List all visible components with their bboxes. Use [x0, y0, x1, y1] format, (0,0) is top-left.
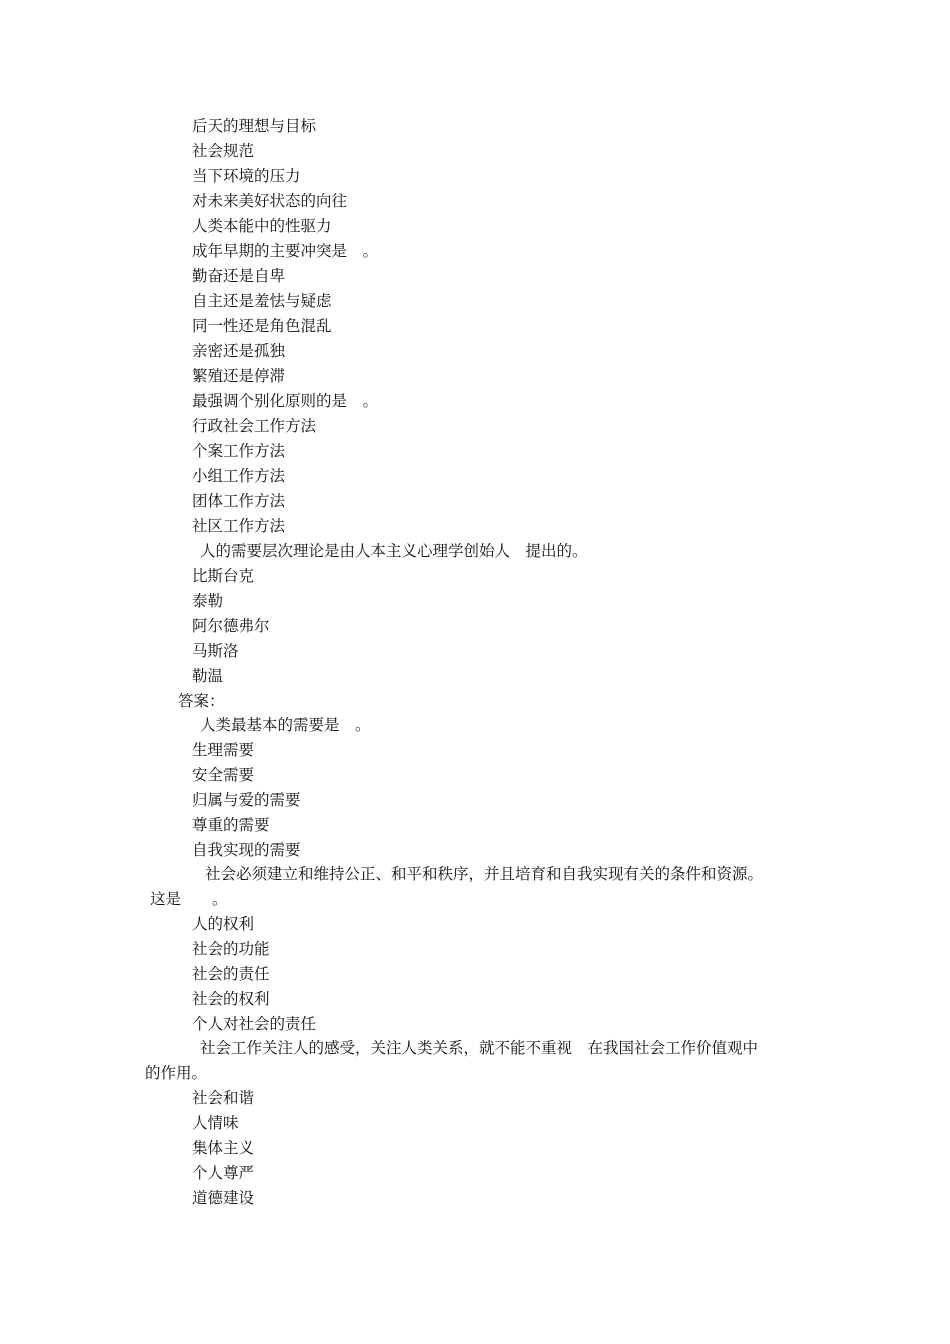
option-line: 社区工作方法 [192, 517, 286, 535]
option-line: 生理需要 [192, 741, 255, 759]
option-line: 社会的功能 [192, 940, 270, 958]
option-line: 个人对社会的责任 [192, 1015, 317, 1033]
option-line: 当下环境的压力 [192, 167, 301, 185]
option-line: 繁殖还是停滞 [192, 367, 286, 385]
option-line: 社会规范 [192, 142, 255, 160]
question-stem: 人类最基本的需要是 。 [200, 716, 371, 734]
option-line: 社会和谐 [192, 1089, 255, 1107]
option-line: 小组工作方法 [192, 467, 286, 485]
option-line: 比斯台克 [192, 567, 255, 585]
option-line: 同一性还是角色混乱 [192, 317, 332, 335]
option-line: 人类本能中的性驱力 [192, 217, 332, 235]
option-line: 泰勒 [192, 592, 224, 610]
option-line: 勤奋还是自卑 [192, 267, 286, 285]
option-line: 马斯洛 [192, 642, 239, 660]
question-stem: 成年早期的主要冲突是 。 [192, 242, 379, 260]
option-line: 亲密还是孤独 [192, 342, 286, 360]
option-line: 自主还是羞怯与疑虑 [192, 292, 332, 310]
option-line: 阿尔德弗尔 [192, 617, 270, 635]
option-line: 后天的理想与目标 [192, 117, 317, 135]
option-line: 尊重的需要 [192, 816, 270, 834]
option-line: 勒温 [192, 667, 224, 685]
option-line: 团体工作方法 [192, 492, 286, 510]
question-stem: 社会必须建立和维持公正、和平和秩序，并且培育和自我实现有关的条件和资源。 [205, 865, 764, 883]
option-line: 人情味 [192, 1114, 239, 1132]
question-stem-continuation: 这是 。 [150, 890, 228, 908]
option-line: 行政社会工作方法 [192, 417, 317, 435]
option-line: 集体主义 [192, 1139, 255, 1157]
option-line: 对未来美好状态的向往 [192, 192, 348, 210]
option-line: 安全需要 [192, 766, 255, 784]
option-line: 道德建设 [192, 1189, 255, 1207]
question-stem: 人的需要层次理论是由人本主义心理学创始人 提出的。 [200, 542, 588, 560]
option-line: 个人尊严 [192, 1164, 255, 1182]
option-line: 社会的责任 [192, 965, 270, 983]
option-line: 社会的权利 [192, 990, 270, 1008]
option-line: 个案工作方法 [192, 442, 286, 460]
answer-label: 答案： [178, 692, 225, 710]
option-line: 人的权利 [192, 915, 255, 933]
option-line: 归属与爱的需要 [192, 791, 301, 809]
question-stem: 社会工作关注人的感受，关注人类关系，就不能不重视 在我国社会工作价值观中 [200, 1039, 759, 1057]
question-stem-continuation: 的作用。 [145, 1064, 208, 1082]
question-stem: 最强调个别化原则的是 。 [192, 392, 379, 410]
option-line: 自我实现的需要 [192, 841, 301, 859]
